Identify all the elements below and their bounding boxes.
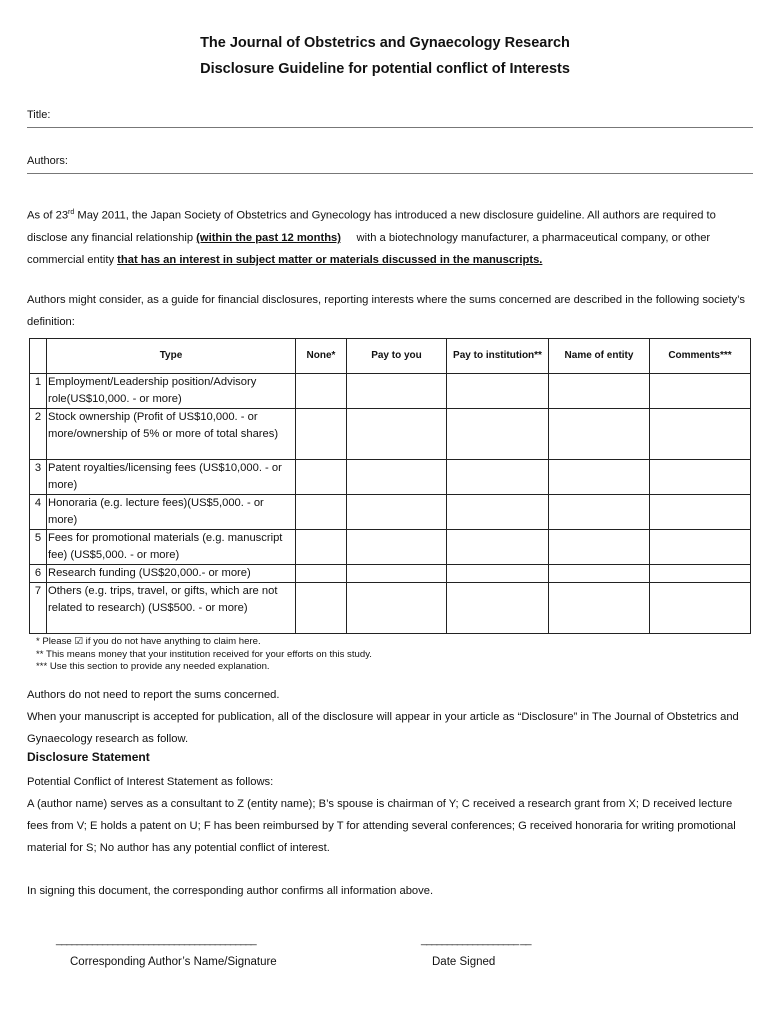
comments-cell[interactable] <box>650 565 751 583</box>
row-type: Honoraria (e.g. lecture fees)(US$5,000. - or more) <box>47 495 296 530</box>
date-label: Date Signed <box>432 956 496 968</box>
intro-sup: rd <box>68 209 75 216</box>
pay-to-institution-cell[interactable] <box>447 530 549 565</box>
row-number: 3 <box>30 460 47 495</box>
pay-to-you-cell[interactable] <box>347 583 447 634</box>
table-row <box>30 530 751 565</box>
none-cell[interactable] <box>296 565 347 583</box>
comments-cell[interactable] <box>650 530 751 565</box>
statement-intro: Potential Conflict of Interest Statement as follows: <box>27 776 274 788</box>
pay-to-you-cell[interactable] <box>347 530 447 565</box>
form-subtitle: Disclosure Guideline for potential conflict of Interests <box>200 61 570 77</box>
signature-line[interactable]: _______________________________________ <box>56 934 256 946</box>
signature-label: Corresponding Author’s Name/Signature <box>70 956 277 968</box>
pay-to-you-cell[interactable] <box>347 409 447 460</box>
checkbox-icon: ☑ <box>74 636 84 647</box>
pay-to-institution-cell[interactable] <box>447 495 549 530</box>
disclosure-statement-heading: Disclosure Statement <box>27 750 150 764</box>
header-comments: Comments*** <box>650 339 751 374</box>
intro-emphasis-interest: that has an interest in subject matter or materials discussed in the manuscripts. <box>117 253 543 266</box>
row-number: 6 <box>30 565 47 583</box>
entity-cell[interactable] <box>549 530 650 565</box>
pay-to-you-cell[interactable] <box>347 374 447 409</box>
table-header-row <box>30 339 751 374</box>
footnote-3: *** Use this section to provide any needed explanation. <box>36 661 270 672</box>
title-field[interactable]: Title: <box>27 109 753 128</box>
pay-to-institution-cell[interactable] <box>447 460 549 495</box>
row-number: 4 <box>30 495 47 530</box>
table-row <box>30 409 751 460</box>
none-cell[interactable] <box>296 409 347 460</box>
row-type: Others (e.g. trips, travel, or gifts, which are not related to research) (US$500. - or more) <box>47 583 296 634</box>
none-cell[interactable] <box>296 495 347 530</box>
header-none: None* <box>296 339 347 374</box>
publication-line: When your manuscript is accepted for publication, all of the disclosure will appear in your article as “Disclosure” in The Journal of Obstetrics and Gynaecology research as follow. <box>27 711 739 745</box>
footnote-1-text: * Please <box>36 636 75 647</box>
date-line[interactable]: ___________________ __ <box>421 934 531 946</box>
header-pay-to-you: Pay to you <box>347 339 447 374</box>
row-type: Research funding (US$20,000.- or more) <box>47 565 296 583</box>
table-row <box>30 460 751 495</box>
signing-text: In signing this document, the corresponding author confirms all information above. <box>27 885 434 897</box>
entity-cell[interactable] <box>549 583 650 634</box>
comments-cell[interactable] <box>650 409 751 460</box>
publication-paragraph <box>27 684 751 750</box>
comments-cell[interactable] <box>650 583 751 634</box>
row-type: Fees for promotional materials (e.g. manuscript fee) (US$5,000. - or more) <box>47 530 296 565</box>
row-number: 2 <box>30 409 47 460</box>
table-row <box>30 583 751 634</box>
intro-emphasis-period: (within the past 12 months) <box>196 231 341 244</box>
pay-to-institution-cell[interactable] <box>447 583 549 634</box>
no-sums-line: Authors do not need to report the sums concerned. <box>27 689 280 701</box>
disclosure-table <box>29 338 751 634</box>
comments-cell[interactable] <box>650 374 751 409</box>
table-row <box>30 565 751 583</box>
intro-text-2: May 2011, the Japan Society of Obstetrics and Gynecology has introduced a new disclosure guideline. All authors are required to disclose any financial relationship <box>27 209 716 244</box>
statement-example: A (author name) serves as a consultant to Z (entity name); B’s spouse is chairman of Y; C received a research grant from X; D received lecture fees from V; E holds a patent on U; F has been reimbursed by T for attending several conferences; G received honoraria for writing promotional material for S; No author has any potential conflict of interest. <box>27 798 736 854</box>
intro-text-3: with a biotechnology manufacturer, a pharmaceutical company, or other commercial entity <box>27 231 714 266</box>
header-pay-to-institution: Pay to institution** <box>447 339 549 374</box>
comments-cell[interactable] <box>650 495 751 530</box>
none-cell[interactable] <box>296 530 347 565</box>
pay-to-institution-cell[interactable] <box>447 565 549 583</box>
table-row <box>30 495 751 530</box>
header-num <box>30 339 47 374</box>
pay-to-you-cell[interactable] <box>347 495 447 530</box>
pay-to-you-cell[interactable] <box>347 565 447 583</box>
row-number: 1 <box>30 374 47 409</box>
footnote-1-text-end: if you do not have anything to claim here. <box>83 636 261 647</box>
row-type: Patent royalties/licensing fees (US$10,000. - or more) <box>47 460 296 495</box>
table-row <box>30 374 751 409</box>
none-cell[interactable] <box>296 460 347 495</box>
header-type: Type <box>47 339 296 374</box>
pay-to-institution-cell[interactable] <box>447 374 549 409</box>
footnote-2: ** This means money that your institution received for your efforts on this study. <box>36 648 372 660</box>
row-type: Employment/Leadership position/Advisory role(US$10,000. - or more) <box>47 374 296 409</box>
statement-paragraph <box>27 771 751 859</box>
none-cell[interactable] <box>296 374 347 409</box>
entity-cell[interactable] <box>549 460 650 495</box>
journal-title: The Journal of Obstetrics and Gynaecology Research <box>200 35 570 51</box>
entity-cell[interactable] <box>549 495 650 530</box>
intro-text-1: As of 23 <box>27 209 69 222</box>
intro-paragraph <box>27 202 751 271</box>
row-number: 5 <box>30 530 47 565</box>
row-type: Stock ownership (Profit of US$10,000. - or more/ownership of 5% or more of total shares) <box>47 409 296 460</box>
entity-cell[interactable] <box>549 374 650 409</box>
row-number: 7 <box>30 583 47 634</box>
none-cell[interactable] <box>296 583 347 634</box>
entity-cell[interactable] <box>549 565 650 583</box>
table-footnotes <box>36 636 372 674</box>
comments-cell[interactable] <box>650 460 751 495</box>
consider-paragraph: Authors might consider, as a guide for financial disclosures, reporting interests where the sums concerned are described in the following society’s definition: <box>27 294 746 328</box>
authors-field[interactable]: Authors: <box>27 155 753 174</box>
footnote-1 <box>36 636 372 649</box>
pay-to-institution-cell[interactable] <box>447 409 549 460</box>
header-name-of-entity: Name of entity <box>549 339 650 374</box>
entity-cell[interactable] <box>549 409 650 460</box>
pay-to-you-cell[interactable] <box>347 460 447 495</box>
